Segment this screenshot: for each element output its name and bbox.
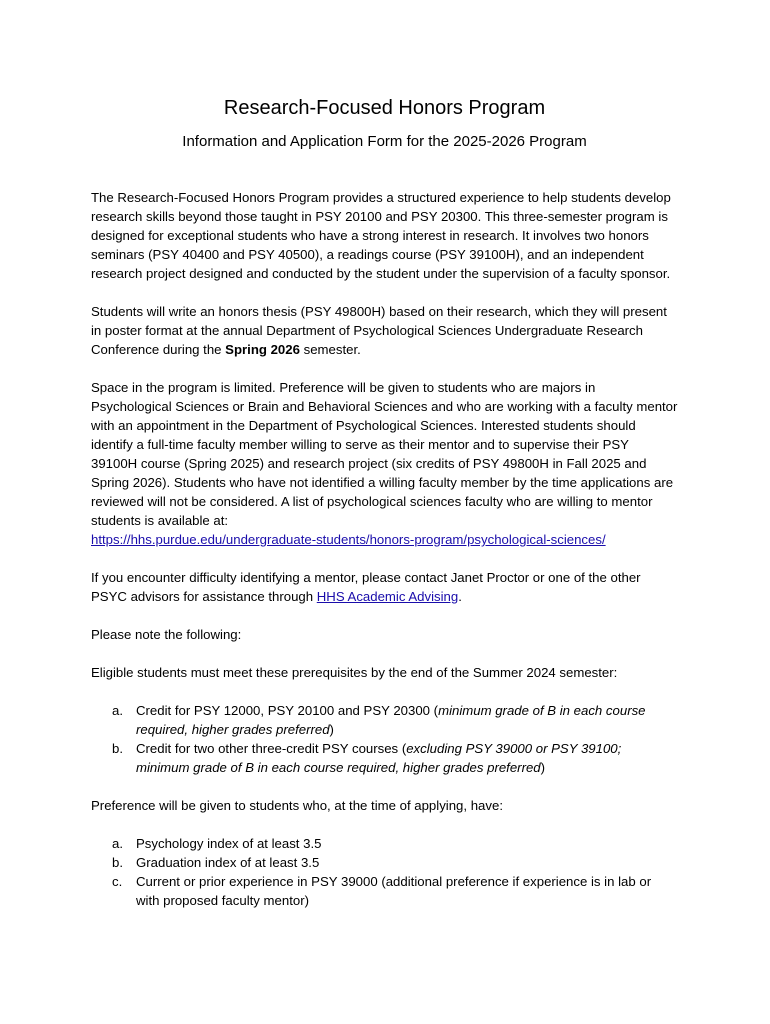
prerequisite-list <box>91 701 678 777</box>
faculty-mentor-list-link[interactable]: https://hhs.purdue.edu/undergraduate-students/honors-program/psychological-sciences/ <box>91 532 606 547</box>
document-body <box>91 188 678 910</box>
list-item <box>112 701 678 739</box>
prereq-intro-paragraph: Eligible students must meet these prerequisites by the end of the Summer 2024 semester: <box>91 665 618 680</box>
preference-intro-paragraph: Preference will be given to students who, at the time of applying, have: <box>91 798 503 813</box>
list-item-text: Credit for two other three-credit PSY courses ( <box>136 741 407 756</box>
list-marker: b. <box>112 855 123 870</box>
space-paragraph <box>91 378 678 549</box>
list-item-end: ) <box>540 760 546 775</box>
list-marker: c. <box>112 874 123 889</box>
document-title: Research-Focused Honors Program <box>223 97 546 119</box>
list-item <box>112 853 678 872</box>
list-item-text: Graduation index of at least 3.5 <box>136 855 320 870</box>
mentor-help-text: If you encounter difficulty identifying a mentor, please contact Janet Proctor or one of the other PSYC advisors for assistance through <box>91 570 641 604</box>
list-item-end: ) <box>329 722 334 737</box>
document-subtitle: Information and Application Form for the 2025-2026 Program <box>182 133 587 150</box>
mentor-help-end: . <box>458 589 462 604</box>
academic-advising-link[interactable]: HHS Academic Advising <box>316 589 459 604</box>
list-item-text: Psychology index of at least 3.5 <box>136 836 322 851</box>
list-item <box>112 739 678 777</box>
list-item <box>112 872 678 910</box>
note-paragraph: Please note the following: <box>91 627 242 642</box>
list-marker: a. <box>112 703 123 718</box>
thesis-bold-semester: Spring 2026 <box>225 342 300 357</box>
thesis-paragraph <box>91 302 678 359</box>
intro-paragraph: The Research-Focused Honors Program provides a structured experience to help students develop research skills beyond those taught in PSY 20100 and PSY 20300. This three-semester program is designed for exceptional students who have a strong interest in research. It involves two honors seminars (PSY 40400 and PSY 40500), a readings course (PSY 39100H), and an independent research project designed and conducted by the student under the supervision of a faculty sponsor. <box>91 190 671 281</box>
thesis-text-1: Students will write an honors thesis (PSY 49800H) based on their research, which they will present in poster format at the annual Department of Psychological Sciences Undergraduate Research Conference during the <box>91 304 667 357</box>
preference-list <box>91 834 678 910</box>
mentor-help-paragraph <box>91 568 678 606</box>
list-item-italic: minimum grade of B in each course required, higher grades preferred <box>136 703 646 737</box>
list-item-text: Current or prior experience in PSY 39000 (additional preference if experience is in lab or with proposed faculty mentor) <box>136 874 652 908</box>
thesis-text-2: semester. <box>299 342 361 357</box>
space-text: Space in the program is limited. Preference will be given to students who are majors in Psychological Sciences or Brain and Behavioral Sciences and who are working with a faculty mentor with an appointment in the Department of Psychological Sciences. Interested students should identify a full-time faculty member willing to serve as their mentor and to supervise their PSY 39100H course (Spring 2025) and research project (six credits of PSY 49800H in Fall 2025 and Spring 2026). Students who have not identified a willing faculty member by the time applications are reviewed will not be considered. A list of psychological sciences faculty who are willing to mentor students is available at: <box>91 380 678 528</box>
list-item-text: Credit for PSY 12000, PSY 20100 and PSY 20300 ( <box>136 703 439 718</box>
list-item <box>112 834 678 853</box>
list-marker: b. <box>112 741 123 756</box>
list-item-italic: excluding PSY 39000 or PSY 39100; minimum grade of B in each course required, higher grades preferred <box>136 741 622 775</box>
list-marker: a. <box>112 836 123 851</box>
